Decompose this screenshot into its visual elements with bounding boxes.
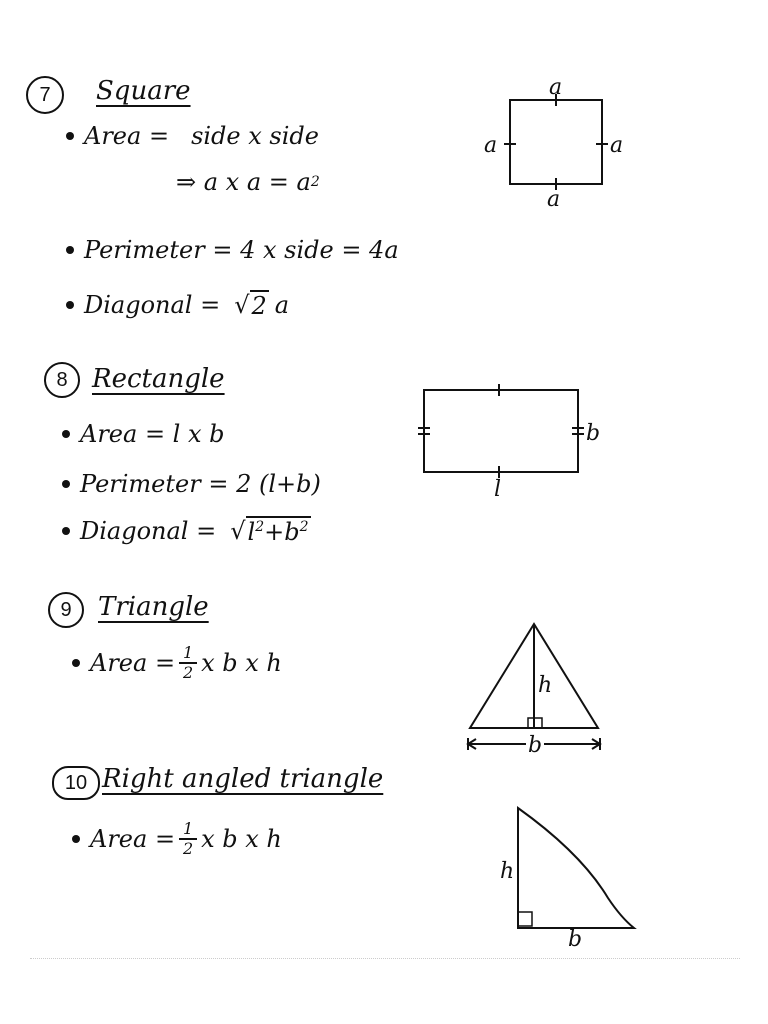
radical-sign: √ [234, 291, 250, 319]
bullet [62, 480, 70, 488]
rectangle-label-right: b [586, 421, 601, 446]
right-triangle-label-base: b [568, 927, 583, 952]
square-label-right: a [610, 133, 624, 158]
formula-label: Area = [90, 649, 176, 677]
formula-expression: x b x h [201, 649, 282, 677]
right-triangle-figure [490, 798, 650, 954]
square-diagonal-formula [66, 290, 289, 320]
formula-expression: x b x h [201, 825, 282, 853]
formula-label: Area = [90, 825, 176, 853]
bullet [72, 835, 80, 843]
section-number-10: 10 [52, 766, 100, 800]
section-title-rectangle: Rectangle [92, 364, 225, 394]
section-number-7: 7 [26, 76, 64, 114]
formula-expression: side x side [191, 122, 319, 150]
square-area-formula [66, 122, 319, 150]
triangle-label-height: h [538, 673, 553, 698]
radicand-l: l [247, 518, 256, 546]
formula-expression: Perimeter = 4 x side = 4a [84, 236, 399, 264]
triangle-area-formula [72, 644, 282, 682]
formula-expression: Perimeter = 2 (l+b) [80, 470, 321, 498]
rectangle-shape [424, 390, 578, 472]
square-label-top: a [549, 78, 563, 100]
formula-label: Diagonal = [80, 517, 217, 545]
page-divider [30, 958, 740, 959]
square-area-step [176, 168, 320, 196]
right-triangle-area-formula [72, 820, 282, 858]
fraction [179, 644, 197, 682]
formula-expression: ⇒ a x a = a [176, 168, 311, 196]
formula-expression: a [274, 291, 290, 319]
section-title-right-angled-triangle: Right angled triangle [102, 764, 384, 794]
square-shape [510, 100, 602, 184]
radicand: 2 [251, 292, 267, 320]
bullet [66, 246, 74, 254]
fraction-denominator: 2 [182, 663, 194, 682]
radicand [246, 516, 311, 546]
rectangle-figure [408, 380, 618, 500]
formula-label: Diagonal = [84, 291, 221, 319]
square-figure [470, 78, 640, 208]
bullet [62, 430, 70, 438]
section-number-9: 9 [48, 592, 84, 628]
fraction [179, 820, 197, 858]
section-number-8: 8 [44, 362, 80, 398]
rectangle-label-bottom: l [494, 477, 502, 500]
right-triangle-label-height: h [500, 859, 515, 884]
square-label-bottom: a [547, 187, 561, 208]
section-title-triangle: Triangle [98, 592, 209, 622]
fraction-numerator: 1 [182, 643, 194, 662]
rectangle-perimeter-formula [62, 470, 321, 498]
radicand-b: +b [264, 518, 300, 546]
radicand-sup: 2 [255, 519, 265, 535]
fraction-numerator: 1 [182, 819, 194, 838]
square-perimeter-formula [66, 236, 399, 264]
right-triangle-shape [518, 808, 634, 928]
bullet [62, 527, 70, 535]
triangle-label-base: b [528, 733, 543, 758]
square-label-left: a [484, 133, 498, 158]
bullet [66, 132, 74, 140]
right-angle-marker [518, 912, 532, 926]
bullet [66, 301, 74, 309]
rectangle-diagonal-formula [62, 516, 311, 546]
radicand-sup: 2 [299, 519, 309, 535]
formula-label: Area = [84, 122, 170, 150]
radical-sign: √ [230, 517, 246, 545]
fraction-denominator: 2 [182, 839, 194, 858]
section-title-square: Square [96, 76, 191, 106]
triangle-figure [460, 618, 610, 758]
formula-superscript: 2 [310, 174, 320, 190]
rectangle-area-formula [62, 420, 225, 448]
bullet [72, 659, 80, 667]
formula-expression: Area = l x b [80, 420, 225, 448]
